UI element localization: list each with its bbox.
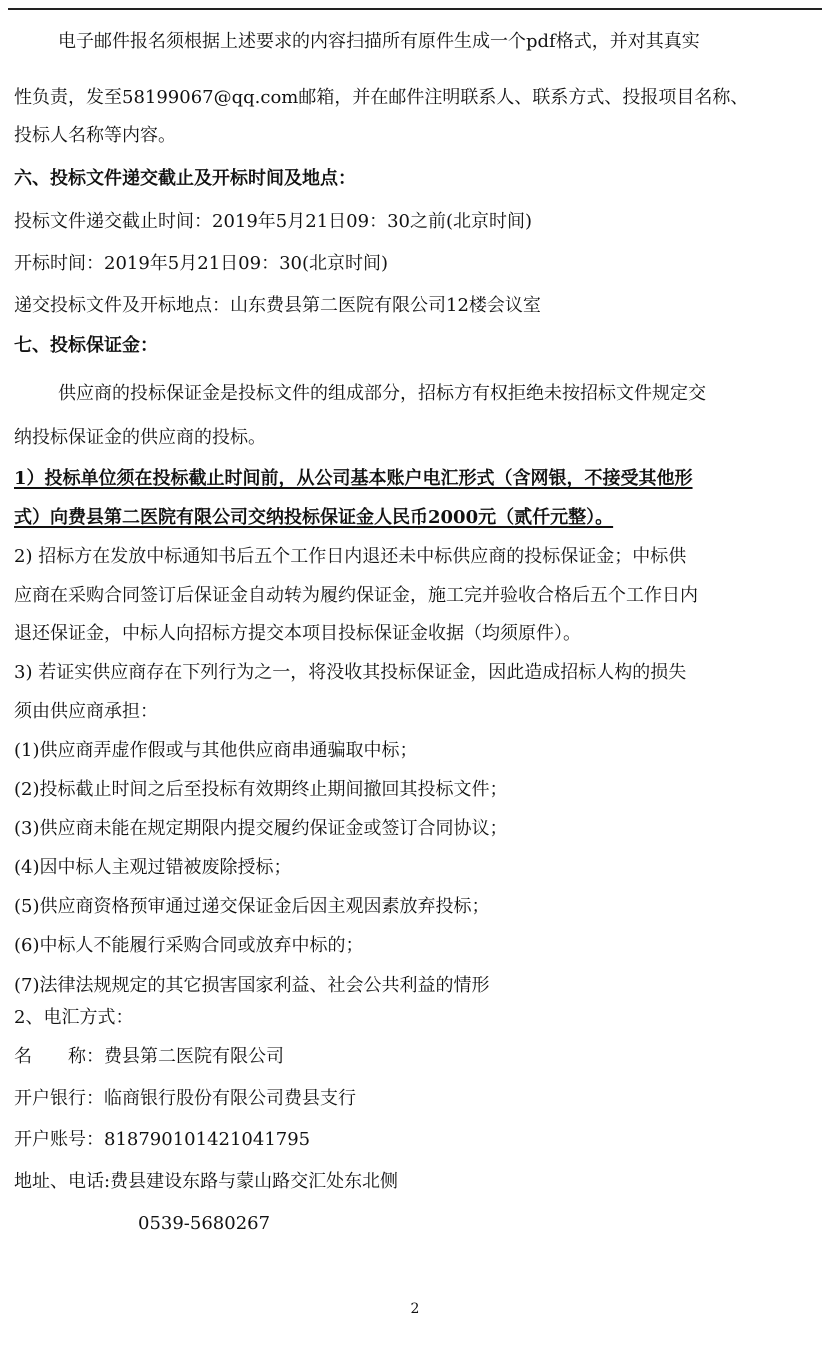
list-item-6: (6)中标人不能履行采购合同或放弃中标的； xyxy=(14,935,364,956)
list-item-3: (3)供应商未能在规定期限内提交履约保证金或签订合同协议； xyxy=(14,818,508,839)
page-number: 2 xyxy=(410,1301,420,1317)
opening-time: 开标时间：2019年5月21日09：30(北京时间) xyxy=(14,253,389,274)
list-item-7: (7)法律法规规定的其它损害国家利益、社会公共利益的情形 xyxy=(14,975,490,996)
wire-bank: 开户银行：临商银行股份有限公司费县支行 xyxy=(14,1088,356,1109)
top-rule xyxy=(8,8,822,10)
guarantee-intro-line-1: 供应商的投标保证金是投标文件的组成部分，招标方有权拒绝未按招标文件规定交 xyxy=(58,383,706,404)
clause-2-line-2: 应商在采购合同签订后保证金自动转为履约保证金，施工完并验收合格后五个工作日内 xyxy=(14,585,698,606)
clause-3-line-2: 须由供应商承担： xyxy=(14,701,158,722)
paragraph-email-line-2: 性负责，发至58199067@qq.com邮箱，并在邮件注明联系人、联系方式、投报项目名称、 xyxy=(14,87,749,108)
wire-address: 地址、电话:费县建设东路与蒙山路交汇处东北侧 xyxy=(14,1171,399,1192)
clause-1-line-1: 1）投标单位须在投标截止时间前，从公司基本账户电汇形式（含网银，不接受其他形 xyxy=(14,468,693,489)
list-item-1: (1)供应商弄虚作假或与其他供应商串通骗取中标； xyxy=(14,740,418,761)
clause-3-line-1: 3) 若证实供应商存在下列行为之一，将没收其投标保证金，因此造成招标人构的损失 xyxy=(14,662,687,683)
opening-location: 递交投标文件及开标地点：山东费县第二医院有限公司12楼会议室 xyxy=(14,295,541,316)
section-heading-7: 七、投标保证金： xyxy=(14,335,158,356)
section-heading-6: 六、投标文件递交截止及开标时间及地点： xyxy=(14,168,356,189)
list-item-2: (2)投标截止时间之后至投标有效期终止期间撤回其投标文件； xyxy=(14,779,508,800)
deadline-time: 投标文件递交截止时间：2019年5月21日09：30之前(北京时间) xyxy=(14,211,533,232)
wire-account-name: 名 称：费县第二医院有限公司 xyxy=(14,1046,284,1067)
list-item-4: (4)因中标人主观过错被废除授标； xyxy=(14,857,292,878)
paragraph-email-line-1: 电子邮件报名须根据上述要求的内容扫描所有原件生成一个pdf格式，并对其真实 xyxy=(58,31,700,52)
paragraph-email-line-3: 投标人名称等内容。 xyxy=(14,125,176,146)
clause-2-line-3: 退还保证金，中标人向招标方提交本项目投标保证金收据（均须原件）。 xyxy=(14,623,581,644)
wire-phone: 0539-5680267 xyxy=(138,1213,271,1234)
wire-account-number: 开户账号：818790101421041795 xyxy=(14,1129,311,1150)
list-item-5: (5)供应商资格预审通过递交保证金后因主观因素放弃投标； xyxy=(14,896,490,917)
clause-1-line-2: 式）向费县第二医院有限公司交纳投标保证金人民币2000元（贰仟元整）。 xyxy=(14,507,614,528)
wire-heading: 2、电汇方式： xyxy=(14,1007,134,1028)
guarantee-intro-line-2: 纳投标保证金的供应商的投标。 xyxy=(14,427,266,448)
clause-2-line-1: 2) 招标方在发放中标通知书后五个工作日内退还未中标供应商的投标保证金；中标供 xyxy=(14,546,687,567)
